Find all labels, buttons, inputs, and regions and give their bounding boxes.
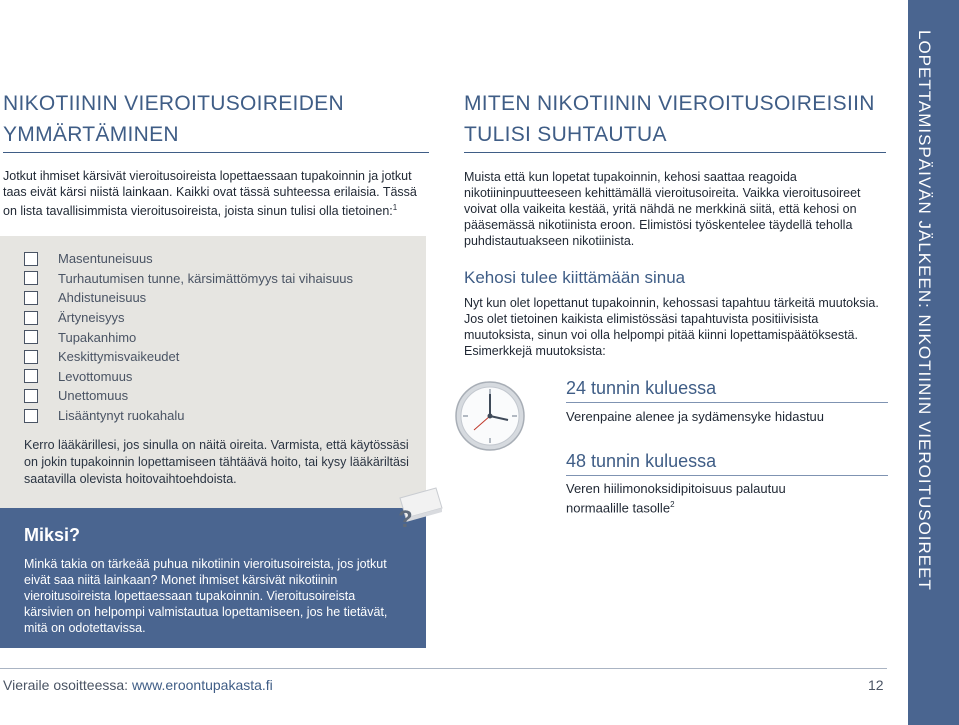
why-title: Miksi? [24, 525, 81, 545]
side-label-part2: NIKOTIININ VIEROITUSOIREET [915, 308, 934, 591]
checklist-item[interactable] [24, 327, 353, 347]
checkbox[interactable] [24, 311, 38, 325]
milestone-title: 24 tunnin kuluessa [566, 378, 717, 398]
milestone-24h [566, 376, 716, 400]
checklist-label: Tupakanhimo [58, 329, 137, 345]
footnote-ref: 1 [392, 203, 398, 212]
checklist-label: Lisääntynyt ruokahalu [58, 408, 185, 424]
checklist-item[interactable] [24, 347, 353, 367]
milestone-text: Verenpaine alenee ja sydämensyke hidastuu [566, 409, 825, 424]
right-intro: Muista että kun lopetat tupakoinnin, kehosi saattaa reagoida nikotiininpuutteeseen kehittämällä vieroitusoireita. Vaikka vieroitusoireet voivat olla vaikeita kestää, yritä nähdä ne merkkinä siitä, että kehosi on pääsemässä nikotiinista eroon. Elimistösi työskentelee täydellä teholla puhdistautuakseen nikotiinista. [464, 170, 861, 248]
right-title-line2: TULISI SUHTAUTUA [464, 123, 667, 146]
footer-url-link[interactable]: www.eroontupakasta.fi [131, 677, 273, 693]
checklist-item[interactable] [24, 308, 353, 328]
milestone-title: 48 tunnin kuluessa [566, 451, 717, 471]
question-card-icon [392, 482, 448, 542]
checklist-label: Turhautumisen tunne, kärsimättömyys tai vihaisuus [58, 270, 354, 286]
right-subtext: Nyt kun olet lopettanut tupakoinnin, kehossasi tapahtuu tärkeitä muutoksia. Jos olet tietoinen kaikista elimistössäsi tapahtuvista positiivisista muutoksista, sinun voi olla helpompi pitää kiinni lopettamispäätöksestä. Esimerkkejä muutoksista: [464, 296, 879, 358]
checklist-item[interactable] [24, 269, 353, 289]
checklist-label: Levottomuus [58, 368, 133, 384]
left-intro [3, 168, 418, 219]
footer-visit-label: Vieraile osoitteessa: [3, 677, 132, 693]
why-panel [0, 508, 426, 648]
clock-icon [450, 370, 550, 470]
right-title [464, 88, 875, 150]
side-label-part1: LOPETTAMISPÄIVÄN JÄLKEEN: [915, 30, 934, 309]
left-title-line2: YMMÄRTÄMINEN [3, 123, 179, 146]
right-subheading: Kehosi tulee kiittämään sinua [464, 268, 686, 287]
checklist-item[interactable] [24, 249, 353, 269]
why-text: Minkä takia on tärkeää puhua nikotiinin vieroitusoireista, jos jotkut eivät saa niitä lainkaan? Monet ihmiset kärsivät nikotiinin vieroitusoireista lopettaessaan tupakoinnin. Vieroitusoireista kärsivien on helpompi valmistautua lopettamiseen, jos he tietävät, mitä on odotettavissa. [24, 557, 388, 635]
page-number: 12 [868, 677, 884, 693]
checkbox[interactable] [24, 291, 38, 305]
checkbox[interactable] [24, 409, 38, 423]
right-title-rule [464, 152, 886, 153]
checklist-label: Unettomuus [58, 388, 129, 404]
right-title-line1: MITEN NIKOTIININ VIEROITUSOIREISIIN [464, 92, 875, 115]
footer-visit [3, 677, 273, 693]
checklist-label: Keskittymisvaikeudet [58, 349, 180, 365]
checkbox[interactable] [24, 350, 38, 364]
checkbox[interactable] [24, 369, 38, 383]
checkbox[interactable] [24, 389, 38, 403]
advice-text: Kerro lääkärillesi, jos sinulla on näitä oireita. Varmista, että käytössäsi on jokin tupakoinnin lopettamiseen tähtäävä hoito, tai kysy lääkäriltäsi saatavilla olevista hoitovaihtoehdoista. [24, 438, 409, 486]
milestone-rule [566, 475, 888, 476]
left-intro-text: Jotkut ihmiset kärsivät vieroitusoireista lopettaessaan tupakoinnin ja jotkut taas eivät kärsi niistä lainkaan. Kaikki ovat tässä suhteessa erilaisia. Tässä on lista tavallisimmista vieroitusoireista, joista sinun tulisi olla tietoinen: [3, 169, 417, 219]
checklist-item[interactable] [24, 386, 353, 406]
side-label [914, 30, 934, 591]
checklist-label: Masentuneisuus [58, 251, 153, 267]
left-title-line1: NIKOTIININ VIEROITUSOIREIDEN [3, 92, 344, 115]
checklist-label: Ahdistuneisuus [58, 290, 147, 306]
milestone-text: Veren hiilimonoksidipitoisuus palautuu normaalille tasolle [566, 481, 786, 516]
left-title [3, 88, 344, 150]
checkbox[interactable] [24, 271, 38, 285]
footnote-ref: 2 [670, 500, 675, 509]
left-title-rule [3, 152, 429, 153]
checklist-item[interactable] [24, 406, 353, 426]
checklist-item[interactable] [24, 367, 353, 387]
checkbox[interactable] [24, 252, 38, 266]
symptom-checklist [24, 249, 353, 425]
milestone-rule [566, 402, 888, 403]
question-mark: ? [398, 506, 413, 533]
checkbox[interactable] [24, 330, 38, 344]
footer-rule [0, 668, 887, 669]
checklist-item[interactable] [24, 288, 353, 308]
symptoms-panel [0, 236, 426, 508]
milestone-48h [566, 449, 716, 473]
milestone-text-48h [566, 481, 826, 516]
checklist-label: Ärtyneisyys [58, 310, 125, 326]
